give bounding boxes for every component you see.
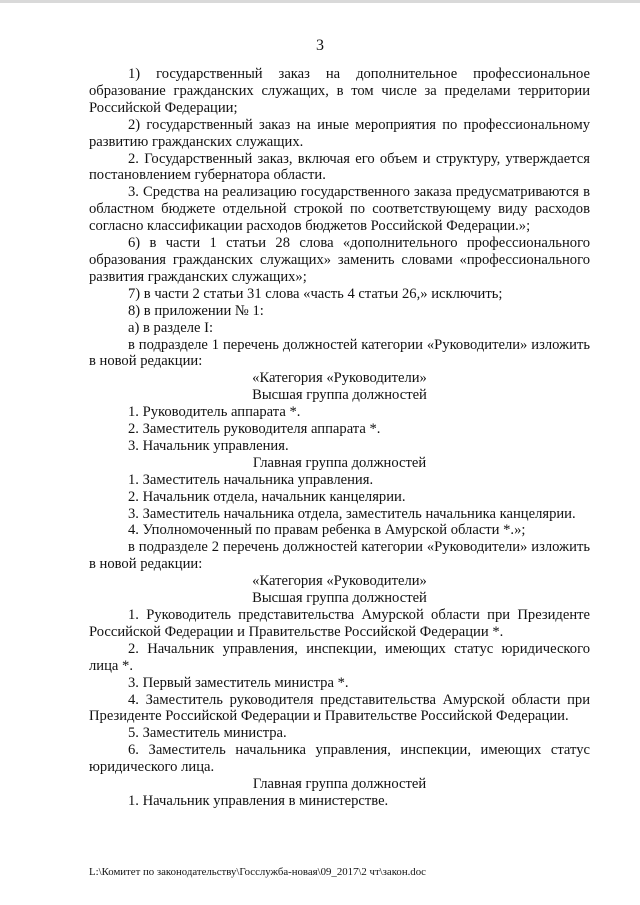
paragraph-4: 3. Средства на реализацию государственного заказа предусматриваются в областном бюджете отдельной строкой по соответствующему виду расходов согласно классификации расходов бюджетов Российской Федерации.»;	[89, 184, 590, 235]
document-body	[89, 66, 590, 810]
subsection2-highest-item: 2. Начальник управления, инспекции, имеющих статус юридического лица *.	[89, 640, 590, 674]
subsection1-main-item: 2. Начальник отдела, начальник канцелярии.	[128, 488, 406, 505]
subsection1-highest-item: 3. Начальник управления.	[128, 437, 289, 454]
subsection1-main-item: 1. Заместитель начальника управления.	[128, 471, 374, 488]
paragraph-9: в подразделе 1 перечень должностей категории «Руководители» изложить в новой редакции:	[89, 336, 590, 370]
subsection1-highest-item: 2. Заместитель руководителя аппарата *.	[128, 421, 381, 438]
subsection2-highest-item: 1. Руководитель представительства Амурской области при Президенте Российской Федерации и Правительстве Российской Федерации *.	[89, 607, 590, 640]
paragraph-5: 6) в части 1 статьи 28 слова «дополнительного профессионального образования гражданских служащих» заменить словами «профессионального развития гражданских служащих»;	[89, 235, 590, 285]
subsection2-main-item: 1. Начальник управления в министерстве.	[128, 792, 389, 809]
footer-file-path: L:\Комитет по законодательству\Госслужба-новая\09_2017\2 чт\закон.doc	[89, 866, 426, 878]
page-number: 3	[316, 37, 324, 54]
subsection2-highest-item: 3. Первый заместитель министра *.	[128, 674, 349, 691]
subsection1-main-group-heading: Главная группа должностей	[252, 454, 427, 471]
subsection2-highest-item: 6. Заместитель начальника управления, инспекции, имеющих статус юридического лица.	[89, 742, 590, 776]
subsection2-main-group-heading: Главная группа должностей	[252, 776, 427, 793]
subsection1-main-item: 3. Заместитель начальника отдела, заместитель начальника канцелярии.	[128, 505, 576, 522]
subsection2-intro: в подразделе 2 перечень должностей категории «Руководители» изложить в новой редакции:	[89, 539, 590, 573]
subsection2-highest-group-heading: Высшая группа должностей	[252, 590, 427, 607]
paragraph-7: 8) в приложении № 1:	[128, 302, 264, 319]
subsection1-highest-item: 1. Руководитель аппарата *.	[128, 404, 301, 421]
subsection2-highest-item: 4. Заместитель руководителя представительства Амурской области при Президенте Российской Федерации и Правительстве Российской Федерации.	[89, 691, 590, 725]
paragraph-2: 2) государственный заказ на иные мероприятия по профессиональному развитию гражданских служащих.	[89, 116, 590, 150]
paragraph-1: 1) государственный заказ на дополнительное профессиональное образование гражданских служащих, в том числе за пределами территории Российской Федерации;	[89, 66, 590, 116]
subsection1-highest-group-heading: Высшая группа должностей	[252, 387, 427, 404]
subsection2-category-heading: «Категория «Руководители»	[252, 573, 427, 590]
top-border	[0, 0, 640, 3]
subsection2-highest-item: 5. Заместитель министра.	[128, 725, 287, 742]
subsection1-category-heading: «Категория «Руководители»	[252, 370, 427, 387]
paragraph-8: а) в разделе I:	[128, 319, 214, 336]
paragraph-3: 2. Государственный заказ, включая его объем и структуру, утверждается постановлением губернатора области.	[89, 150, 590, 184]
paragraph-6: 7) в части 2 статьи 31 слова «часть 4 статьи 26,» исключить;	[128, 285, 503, 302]
subsection1-main-item: 4. Уполномоченный по правам ребенка в Амурской области *.»;	[128, 522, 526, 539]
